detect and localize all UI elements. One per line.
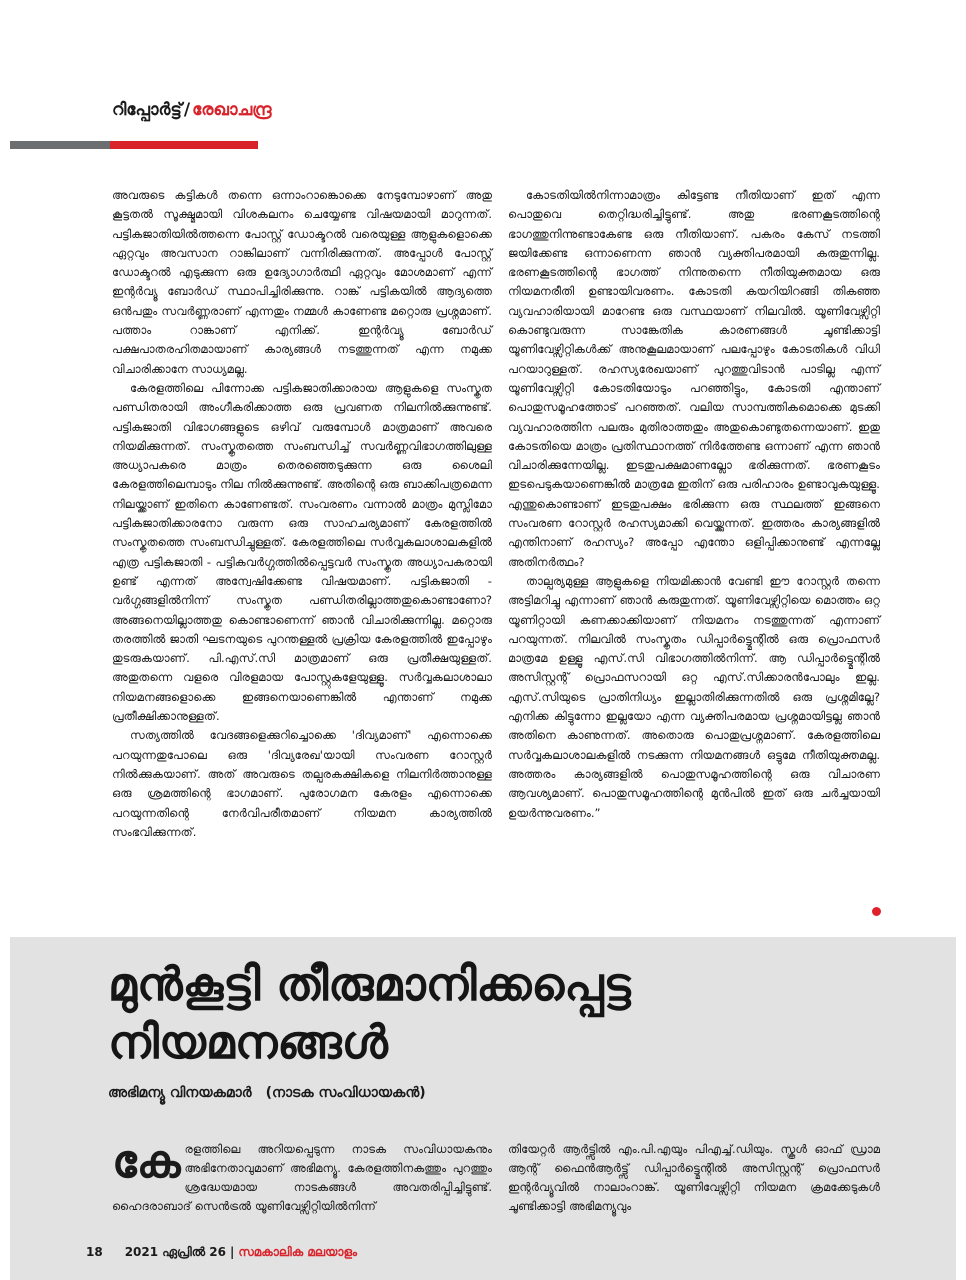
magazine-name: സമകാലിക മലയാളം — [238, 1245, 358, 1259]
article-left-column — [112, 186, 492, 842]
drop-cap: കേ — [112, 1134, 181, 1188]
header-rule-red — [110, 141, 258, 149]
intro-text: തിയേറ്റർ ആർട്ട്സിൽ എം.പി.എയും പിഎച്ച്.ഡിയും. സ്കൂൾ ഓഫ് ഡ്രാമ ആന്റ് ഫൈൻആർട്ട്സ് ഡിപ്പാർട്ട്മെന്റിൽ അസിസ്റ്റന്റ് പ്രൊഫസർ ഇന്റർവ്യൂവിൽ നാലാംറാങ്ക്. യൂണിവേഴ്സിറ്റി നിയമന ക്രമക്കേടുകൾ ചൂണ്ടിക്കാട്ടി അഭിമന്യൂവും — [508, 1142, 880, 1213]
paragraph: താല്പര്യമുള്ള ആളുകളെ നിയമിക്കാൻ വേണ്ടി ഈ റോസ്റ്റർ തന്നെ അട്ടിമറിച്ചു എന്നാണ് ഞാൻ കരുതുന്നത്. യൂണിവേഴ്സിറ്റിയെ മൊത്തം ഒറ്റ യൂണിറ്റായി കണക്കാക്കിയാണ് നിയമനം നടത്തുന്നത് എന്നാണ് പറയുന്നത്. നിലവിൽ സംസ്കൃതം ഡിപ്പാർട്ട്മെന്റിൽ ഒരു പ്രൊഫസർ മാത്രമേ ഉള്ളൂ എസ്.സി വിഭാഗത്തിൽനിന്ന്. ആ ഡിപ്പാർട്ട്മെന്റിൽ അസിസ്റ്റന്റ് പ്രൊഫസറായി ഒറ്റ എസ്.സിക്കാരൻപോലും ഇല്ല. എസ്.സിയുടെ പ്രാതിനിധ്യം ഇല്ലാതിരിക്കുന്നതിൽ ഒരു പ്രശ്നമില്ലേ? എനിക്ക കിട്ടുന്നോ ഇല്ലയോ എന്ന വ്യക്തിപരമായ പ്രശ്നമായിട്ടല്ല ഞാൻ അതിനെ കാണുന്നത്. അതൊരു പൊതുപ്രശ്നമാണ്. കേരളത്തിലെ സർവ്വകലാശാലകളിൽ നടക്കുന്ന നിയമനങ്ങൾ ഒട്ടുമേ നീതിയുക്തമല്ല. അത്തരം കാര്യങ്ങളിൽ പൊതുസമൂഹത്തിന്റെ ഒരു വിചാരണ ആവശ്യമാണ്. പൊതുസമൂഹത്തിന്റെ മുൻപിൽ ഇത് ഒരു ചർച്ചയായി ഉയർന്നുവരണം.” — [508, 573, 880, 820]
paragraph: കേരളത്തിലെ പിന്നോക്ക പട്ടികജാതിക്കാരായ ആളുകളെ സംസ്കൃത പണ്ഡിതരായി അംഗീകരിക്കാത്ത ഒരു പ്രവണത നിലനിൽക്കുന്നുണ്ട്. പട്ടികജാതി വിഭാഗങ്ങളുടെ ഒഴിവ് വരുമ്പോൾ മാത്രമാണ് അവരെ നിയമിക്കുന്നത്. സംസ്കൃതത്തെ സംബന്ധിച്ച് സവർണ്ണവിഭാഗത്തിലുള്ള അധ്യാപകരെ മാത്രം തെരഞ്ഞെടുക്കുന്ന ഒരു ശൈലി കേരളത്തിലെമ്പാടും നില നിൽക്കുന്നുണ്ട്. അതിന്റെ ഒരു ബാക്കിപത്രമെന്ന നിലയ്ക്കാണ് ഇതിനെ കാണേണ്ടത്. സംവരണം വന്നാൽ മാത്രം മുസ്ലിമോ പട്ടികജാതിക്കാരനോ വരുന്ന ഒരു സാഹചര്യമാണ് കേരളത്തിൽ സംസ്കൃതത്തെ സംബന്ധിച്ചുള്ളത്. കേരളത്തിലെ സർവ്വകലാശാലകളിൽ എത്ര പട്ടികജാതി - പട്ടികവർഗ്ഗത്തിൽപ്പെട്ടവർ സംസ്കൃത അധ്യാപകരായി ഉണ്ട് എന്നത് അന്വേഷിക്കേണ്ട വിഷയമാണ്. പട്ടികജാതി - വർഗ്ഗങ്ങളിൽനിന്ന് സംസ്കൃത പണ്ഡിതരില്ലാത്തതുകൊണ്ടാണോ? അങ്ങനെയില്ലാത്തതു കൊണ്ടാണെന്ന് ഞാൻ വിചാരിക്കുന്നില്ല. മറ്റൊരു തരത്തിൽ ജാതി ഘടനയുടെ പുറന്തള്ളൽ പ്രക്രിയ കേരളത്തിൽ ഇപ്പോഴും തുടരുകയാണ്. പി.എസ്.സി മാത്രമാണ് ഒരു പ്രതീക്ഷയുള്ളത്. അതുതന്നെ വളരെ വിരളമായ പോസ്റ്റുകളേയുള്ളൂ. സർവ്വകലാശാലാ നിയമനങ്ങളൊക്കെ ഇങ്ങനെയാണെങ്കിൽ എന്താണ് നമുക്ക പ്രതീക്ഷിക്കാനുള്ളത്. — [112, 380, 492, 724]
reporter-name: രേഖാചന്ദ്ര — [192, 100, 272, 120]
footer-divider: | — [230, 1245, 235, 1259]
feature-intro-right — [508, 1140, 880, 1216]
header-rule-gray — [10, 141, 110, 149]
section-header — [112, 100, 271, 120]
feature-title: മുൻകൂട്ടി തീരുമാനിക്കപ്പെട്ട നിയമനങ്ങൾ — [108, 957, 631, 1069]
feature-byline — [108, 1085, 426, 1101]
byline-author: അഭിമന്യൂ വിനയകമാർ — [108, 1085, 252, 1101]
intro-text: രളത്തിലെ അറിയപ്പെടുന്ന നാടക സംവിധായകനും അഭിനേതാവുമാണ് അഭിമന്യൂ. കേരളത്തിനകത്തും പുറത്തും ശ്രദ്ധേയമായ നാടകങ്ങൾ അവതരിപ്പിച്ചിട്ടുണ്ട്. ഹൈദരാബാദ് സെൻട്രൽ യൂണിവേഴ്സിറ്റിയിൽനിന്ന് — [112, 1142, 492, 1213]
feature-intro-left — [112, 1134, 492, 1216]
byline-role: (നാടക സംവിധായകൻ) — [265, 1085, 426, 1101]
issue-date: 2021 ഏപ്രിൽ 26 — [124, 1245, 226, 1259]
article-right-column — [508, 186, 880, 823]
paragraph: അവരുടെ കട്ടികൾ തന്നെ ഒന്നാംറാങ്കൊക്കെ നേടുമ്പോഴാണ് അതു കൂട്ടതൽ സൂക്ഷ്മമായി വിശകലനം ചെയ്യേണ്ട വിഷയമായി മാറുന്നത്. പട്ടികജാതിയിൽത്തന്നെ പോസ്റ്റ് ഡോക്ടറൽ വരെയുള്ള ആളുകളൊക്കെ ഏറ്റവും അവസാന റാങ്കിലാണ് വന്നിരിക്കുന്നത്. അപ്പോൾ പോസ്റ്റ് ഡോക്ടറൽ എടുക്കുന്ന ഒരു ഉദ്യോഗാർത്ഥി ഏറ്റവും മോശമാണ് എന്ന് ഇന്റർവ്യൂ ബോർഡ് സ്ഥാപിച്ചിരിക്കുന്നു. റാങ്ക് പട്ടികയിൽ ആദ്യത്തെ ഒൻപതും സവർണ്ണരാണ് എന്നതും നമ്മൾ കാണേണ്ട മറ്റൊരു പ്രശ്നമാണ്. പത്താം റാങ്കാണ് എനിക്ക്. ഇന്റർവ്യൂ ബോർഡ് പക്ഷപാതരഹിതമായാണ് കാര്യങ്ങൾ നടത്തുന്നത് എന്ന നമുക്ക വിചാരിക്കാനേ സാധ്യമല്ല. — [112, 188, 492, 376]
paragraph: സത്യത്തിൽ വേദങ്ങളെക്കുറിച്ചൊക്കെ 'ദിവ്യമാണ്' എന്നൊക്കെ പറയുന്നതുപോലെ ഒരു 'ദിവ്യരേഖ'യായി സംവരണ റോസ്റ്റർ നിൽക്കുകയാണ്. അത് അവരുടെ തല്പരകക്ഷികളെ നിലനിർത്താനുള്ള ഒരു ശ്രമത്തിന്റെ ഭാഗമാണ്. പുരോഗമന കേരളം എന്നൊക്കെ പറയുന്നതിന്റെ നേർവിപരീതമാണ് നിയമന കാര്യത്തിൽ സംഭവിക്കുന്നത്. — [112, 728, 492, 839]
section-label: റിപ്പോർട്ട് — [112, 100, 182, 120]
paragraph: കോടതിയിൽനിന്നാമാത്രം കിട്ടേണ്ട നീതിയാണ് ഇത് എന്ന പൊതുവെ തെറ്റിദ്ധരിച്ചിട്ടുണ്ട്. അതു ഭരണകൂടത്തിന്റെ ഭാഗത്തുനിന്നുണ്ടാകേണ്ട ഒരു നീതിയാണ്. പകരം കേസ് നടത്തി ജയിക്കേണ്ട ഒന്നാണെന്ന ഞാൻ വ്യക്തിപരമായി കരുതുന്നില്ല. ഭരണകൂടത്തിന്റെ ഭാഗത്ത് നിന്നുതന്നെ നീതിയുക്തമായ ഒരു നിയമനരീതി ഉണ്ടായിവരണം. കോടതി കയറിയിറങ്ങി തികഞ്ഞ വ്യവഹാരിയായി മാറേണ്ട ഒരു വസ്ഥയാണ് നിലവിൽ. യൂണിവേഴ്സിറ്റി കൊണ്ടുവരുന്ന സാങ്കേതിക കാരണങ്ങൾ ചൂണ്ടിക്കാട്ടി യൂണിവേഴ്സിറ്റികൾക്ക് അനുകൂലമായാണ് പലപ്പോഴും കോടതികൾ വിധി പറയാറുള്ളത്. രഹസ്യരേഖയാണ് പുറത്തുവിടാൻ പാടില്ല എന്ന് യൂണിവേഴ്സിറ്റി കോടതിയോടും പറഞ്ഞിട്ടും, കോടതി എന്താണ് പൊതുസമൂഹത്തോട് പറഞ്ഞത്. വലിയ സാമ്പത്തികമൊക്കെ മുടക്കി വ്യവഹാരത്തിന പലരും മുതിരാത്തതും അതുകൊണ്ടുതന്നെയാണ്. ഇതു കോടതിയെ മാത്രം പ്രതിസ്ഥാനത്ത് നിർത്തേണ്ട ഒന്നാണ് എന്ന ഞാൻ വിചാരിക്കുന്നേയില്ല. ഇടതുപക്ഷമാണല്ലോ ഭരിക്കുന്നത്. ഭരണകൂടം ഇടപെടുകയാണെങ്കിൽ മാത്രമേ ഇതിന് ഒരു പരിഹാരം ഉണ്ടാവുകയുള്ളൂ. എന്തുകൊണ്ടാണ് ഇടതുപക്ഷം ഭരിക്കുന്ന ഒരു സ്ഥലത്ത് ഇങ്ങനെ സംവരണ റോസ്റ്റർ രഹസ്യമാക്കി വെയ്ക്കുന്നത്. ഇത്തരം കാര്യങ്ങളിൽ എന്തിനാണ് രഹസ്യം? അപ്പോ എന്തോ ഒളിപ്പിക്കാനുണ്ട് എന്നല്ലേ അതിനർത്ഥം? — [508, 188, 880, 569]
end-of-article-dot — [872, 907, 881, 916]
page-footer — [86, 1245, 357, 1260]
page-number: 18 — [86, 1245, 103, 1259]
header-separator: / — [183, 100, 191, 120]
